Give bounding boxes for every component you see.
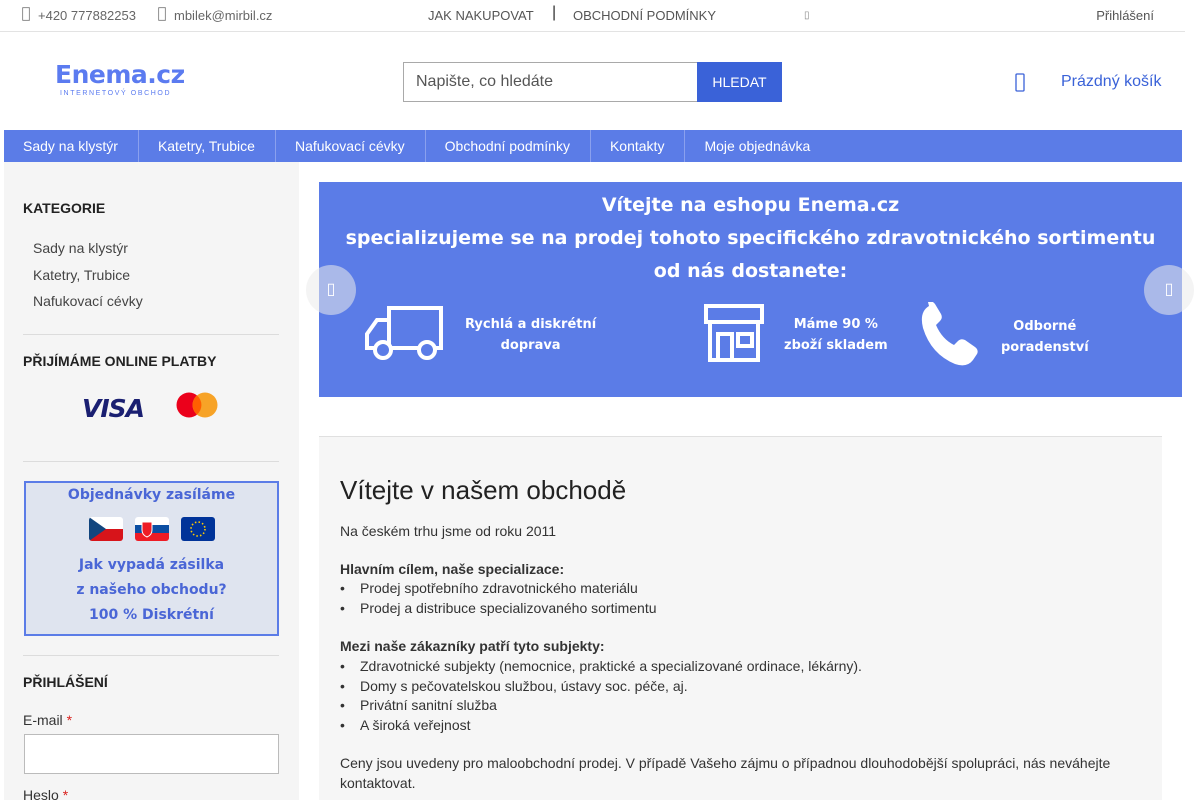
slider-next-button[interactable] xyxy=(1144,265,1194,315)
feature-advice-line-2: poradenství xyxy=(1001,339,1089,355)
welcome-banner[interactable] xyxy=(319,182,1182,397)
categories-title: KATEGORIE xyxy=(23,200,106,216)
banner-line-3: od nás dostanete: xyxy=(653,260,848,282)
chevron-right-icon: ▯ xyxy=(1164,281,1174,298)
cart-link[interactable]: Prázdný košík xyxy=(1061,73,1162,90)
divider xyxy=(23,334,279,335)
banner-line-2: specializujeme se na prodej tohoto specifického zdravotnického sortimentu xyxy=(345,227,1156,249)
cart-icon[interactable] xyxy=(1014,72,1028,94)
customers-list xyxy=(340,657,1140,735)
logo-subtitle: INTERNETOVÝ OBCHOD xyxy=(60,90,172,97)
logo-name: Enema.cz xyxy=(55,60,185,89)
nav-item-my-order[interactable]: Moje objednávka xyxy=(704,138,811,154)
store-icon xyxy=(702,302,766,367)
site-logo[interactable] xyxy=(55,60,185,106)
main-nav xyxy=(4,130,1182,162)
terms-link[interactable]: OBCHODNÍ PODMÍNKY xyxy=(573,8,717,23)
search-input[interactable] xyxy=(403,62,697,102)
category-catheters[interactable]: Katetry, Trubice xyxy=(33,267,131,283)
sidebar xyxy=(4,162,299,800)
mail-icon xyxy=(158,7,166,24)
list-item: • Prodej a distribuce specializovaného sortimentu xyxy=(340,599,657,616)
email-contact[interactable] xyxy=(158,7,272,24)
list-item: • Prodej spotřebního zdravotnického materiálu xyxy=(340,580,638,596)
top-separator: | xyxy=(552,4,557,21)
shipping-line-1: Jak vypadá zásilka xyxy=(78,557,225,573)
password-label xyxy=(23,787,68,800)
required-mark: * xyxy=(66,712,73,728)
feature-advice-text xyxy=(1001,316,1089,358)
prices-note: Ceny jsou uvedeny pro maloobchodní prodej. V případě Vašeho zájmu o případnou dlouhodobější spolupráci, nás neváhejte kontaktovat. xyxy=(340,755,1111,791)
goal-list xyxy=(340,579,1140,618)
feature-stock-line-1: Máme 90 % xyxy=(793,316,878,332)
shipping-banner[interactable] xyxy=(24,481,279,636)
search-button[interactable]: HLEDAT xyxy=(697,62,782,102)
login-title: PŘIHLÁŠENÍ xyxy=(23,674,108,690)
visa-logo: VISA xyxy=(82,394,145,423)
top-bar xyxy=(0,0,1185,32)
feature-advice xyxy=(919,302,1089,371)
intro-text: Na českém trhu jsme od roku 2011 xyxy=(340,523,557,539)
email-label-text: E-mail xyxy=(23,712,63,728)
feature-delivery-line-2: doprava xyxy=(500,337,561,353)
nav-item-contacts[interactable]: Kontakty xyxy=(591,130,685,162)
flags xyxy=(26,517,277,541)
list-item: • A široká veřejnost xyxy=(340,716,471,733)
divider xyxy=(23,461,279,462)
feature-stock-line-2: zboží skladem xyxy=(784,337,888,353)
mastercard-logo xyxy=(176,392,218,418)
shipping-line-2: z našeho obchodu? xyxy=(76,582,227,598)
phone-number[interactable]: +420 777882253 xyxy=(38,8,136,23)
payments-title: PŘIJÍMÁME ONLINE PLATBY xyxy=(23,353,217,369)
shipping-title: Objednávky zasíláme xyxy=(67,487,236,503)
nav-item-catheters[interactable]: Katetry, Trubice xyxy=(139,130,276,162)
list-item: • Domy s pečovatelskou službou, ústavy soc. péče, aj. xyxy=(340,677,688,694)
login-link[interactable]: Přihlášení xyxy=(1096,8,1154,23)
feature-stock xyxy=(702,302,888,367)
feature-delivery-text xyxy=(465,314,596,356)
search-form xyxy=(403,62,782,102)
nav-item-balloon-catheters[interactable]: Nafukovací cévky xyxy=(276,130,426,162)
nav-item-enema-sets[interactable]: Sady na klystýr xyxy=(4,130,139,162)
phone-icon xyxy=(919,302,983,371)
list-item: • Privátní sanitní služba xyxy=(340,697,497,713)
slovak-flag-icon xyxy=(135,517,169,541)
email-address[interactable]: mbilek@mirbil.cz xyxy=(174,8,273,23)
eu-flag-icon xyxy=(181,517,215,541)
slider-prev-button[interactable] xyxy=(306,265,356,315)
banner-line-1: Vítejte na eshopu Enema.cz xyxy=(601,194,900,216)
divider xyxy=(23,655,279,656)
chevron-left-icon: ▯ xyxy=(326,281,336,298)
feature-advice-line-1: Odborné xyxy=(1013,318,1077,334)
page-title: Vítejte v našem obchodě xyxy=(340,475,627,505)
phone-icon xyxy=(22,7,30,24)
category-enema-sets[interactable]: Sady na klystýr xyxy=(33,240,128,256)
phone-contact[interactable] xyxy=(22,7,136,24)
category-balloon-catheters[interactable]: Nafukovací cévky xyxy=(33,293,143,309)
how-to-buy-link[interactable]: JAK NAKUPOVAT xyxy=(428,8,534,23)
truck-icon xyxy=(365,302,447,367)
goal-title: Hlavním cílem, naše specializace: xyxy=(340,561,565,577)
welcome-content xyxy=(319,436,1162,800)
feature-delivery xyxy=(365,302,596,367)
customers-title: Mezi naše zákazníky patří tyto subjekty: xyxy=(340,638,605,654)
shipping-line-3: 100 % Diskrétní xyxy=(89,607,214,623)
feature-stock-text xyxy=(784,314,888,356)
password-label-text: Heslo xyxy=(23,787,59,800)
dropdown-icon[interactable]: ▯ xyxy=(804,10,810,21)
feature-delivery-line-1: Rychlá a diskrétní xyxy=(465,316,597,332)
required-mark: * xyxy=(62,787,69,800)
czech-flag-icon xyxy=(89,517,123,541)
nav-item-terms[interactable]: Obchodní podmínky xyxy=(426,130,591,162)
email-label xyxy=(23,712,72,728)
email-field[interactable] xyxy=(24,734,279,774)
list-item: • Zdravotnické subjekty (nemocnice, praktické a specializované ordinace, lékárny). xyxy=(340,658,862,674)
